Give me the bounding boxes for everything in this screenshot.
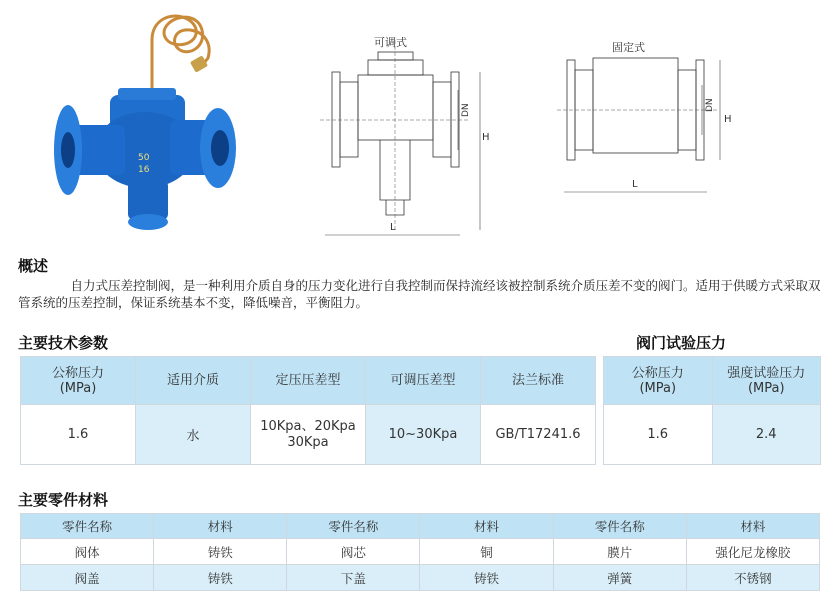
test-header-cell: 强度试验压力 (MPa) bbox=[712, 357, 821, 405]
material-cell: 铸铁 bbox=[420, 565, 553, 591]
test-pressure-title: 阀门试验压力 bbox=[636, 334, 727, 352]
material-header-cell: 材料 bbox=[420, 514, 553, 539]
dim-h-label: H bbox=[482, 132, 490, 143]
materials-table bbox=[20, 513, 820, 591]
tech-value-cell: 水 bbox=[136, 405, 251, 465]
material-cell: 阀体 bbox=[21, 539, 154, 565]
adjustable-type-drawing bbox=[310, 30, 510, 242]
material-cell: 不锈钢 bbox=[686, 565, 819, 591]
dim-l-label-2: L bbox=[632, 179, 638, 190]
material-header-cell: 零件名称 bbox=[287, 514, 420, 539]
material-cell: 阀芯 bbox=[287, 539, 420, 565]
material-header-cell: 零件名称 bbox=[553, 514, 686, 539]
test-header-cell: 公称压力 (MPa) bbox=[604, 357, 713, 405]
material-cell: 阀盖 bbox=[21, 565, 154, 591]
materials-title: 主要零件材料 bbox=[18, 491, 109, 509]
adjustable-type-label: 可调式 bbox=[374, 36, 407, 49]
tech-header-cell: 定压压差型 bbox=[251, 357, 366, 405]
dim-dn-label-2: DN bbox=[705, 98, 715, 112]
material-cell: 弹簧 bbox=[553, 565, 686, 591]
body-marking-1: 50 bbox=[138, 153, 150, 163]
overview-text: 自力式压差控制阀，是一种利用介质自身的压力变化进行自我控制而保持流经该被控制系统介质压差不变的阀门。适用于供暖方式采取双管系统的压差控制，保证系统基本不变，降低噪音，平衡阻力。 bbox=[18, 278, 821, 310]
body-marking-2: 16 bbox=[138, 165, 150, 175]
tech-header-cell: 法兰标准 bbox=[481, 357, 596, 405]
material-header-cell: 零件名称 bbox=[21, 514, 154, 539]
overview-title: 概述 bbox=[18, 257, 49, 275]
dim-dn-label: DN bbox=[461, 103, 471, 117]
material-cell: 铸铁 bbox=[154, 565, 287, 591]
table-row bbox=[21, 565, 820, 591]
valve-product-image bbox=[40, 0, 250, 250]
tech-value-cell: 10Kpa、20Kpa 30Kpa bbox=[251, 405, 366, 465]
dim-h-label-2: H bbox=[724, 114, 732, 125]
material-cell: 膜片 bbox=[553, 539, 686, 565]
material-cell: 下盖 bbox=[287, 565, 420, 591]
material-cell: 铜 bbox=[420, 539, 553, 565]
material-header-cell: 材料 bbox=[154, 514, 287, 539]
tech-params-table bbox=[20, 356, 596, 465]
tech-value-cell: GB/T17241.6 bbox=[481, 405, 596, 465]
fixed-type-drawing bbox=[552, 30, 742, 200]
fixed-type-label: 固定式 bbox=[612, 41, 645, 54]
test-value-cell: 2.4 bbox=[712, 405, 821, 465]
material-cell: 铸铁 bbox=[154, 539, 287, 565]
tech-header-cell: 适用介质 bbox=[136, 357, 251, 405]
material-cell: 强化尼龙橡胶 bbox=[686, 539, 819, 565]
dim-l-label: L bbox=[390, 222, 396, 233]
tech-header-cell: 公称压力 (MPa) bbox=[21, 357, 136, 405]
tech-value-cell: 1.6 bbox=[21, 405, 136, 465]
tech-params-title: 主要技术参数 bbox=[18, 334, 109, 352]
tech-value-cell: 10~30Kpa bbox=[366, 405, 481, 465]
tech-header-cell: 可调压差型 bbox=[366, 357, 481, 405]
test-value-cell: 1.6 bbox=[604, 405, 713, 465]
table-row bbox=[21, 539, 820, 565]
test-pressure-table bbox=[603, 356, 821, 465]
material-header-cell: 材料 bbox=[686, 514, 819, 539]
